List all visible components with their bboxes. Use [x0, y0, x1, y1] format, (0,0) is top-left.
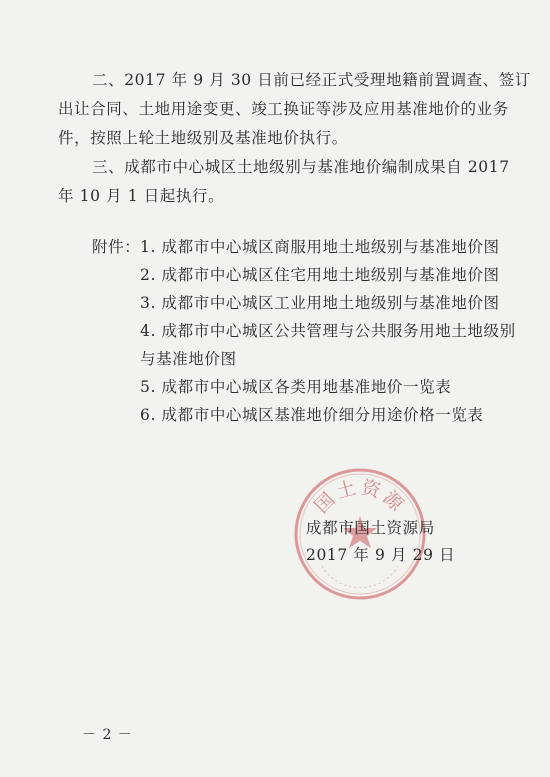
signature-organization: 成都市国土资源局 — [306, 519, 435, 537]
paragraph-2-line-3: 件，按照上轮土地级别及基准地价执行。 — [58, 129, 348, 147]
attachment-item-3: 3. 成都市中心城区工业用地土地级别与基准地价图 — [140, 294, 500, 312]
paragraph-2-line-2: 出让合同、土地用途变更、竣工换证等涉及应用基准地价的业务 — [58, 100, 509, 118]
attachment-item-4-continued: 与基准地价图 — [140, 350, 237, 368]
attachment-item-4: 4. 成都市中心城区公共管理与公共服务用地土地级别 — [140, 322, 516, 340]
page-number: － 2 － — [82, 727, 133, 743]
svg-text:国土资源 — [310, 476, 409, 518]
signature-date: 2017 年 9 月 29 日 — [306, 546, 456, 564]
paragraph-3-line-2: 年 10 月 1 日起执行。 — [58, 187, 225, 205]
paragraph-2-line-1: 二、2017 年 9 月 30 日前已经正式受理地籍前置调查、签订 — [92, 71, 531, 89]
attachment-item-1: 1. 成都市中心城区商服用地土地级别与基准地价图 — [140, 238, 500, 256]
attachment-item-2: 2. 成都市中心城区住宅用地土地级别与基准地价图 — [140, 266, 500, 284]
attachment-item-6: 6. 成都市中心城区基准地价细分用途价格一览表 — [140, 406, 484, 424]
attachments-label: 附件： — [92, 238, 141, 256]
seal-text: 国土资源 — [310, 476, 410, 518]
attachment-item-5: 5. 成都市中心城区各类用地基准地价一览表 — [140, 378, 452, 396]
paragraph-3-line-1: 三、成都市中心城区土地级别与基准地价编制成果自 2017 — [92, 158, 510, 176]
